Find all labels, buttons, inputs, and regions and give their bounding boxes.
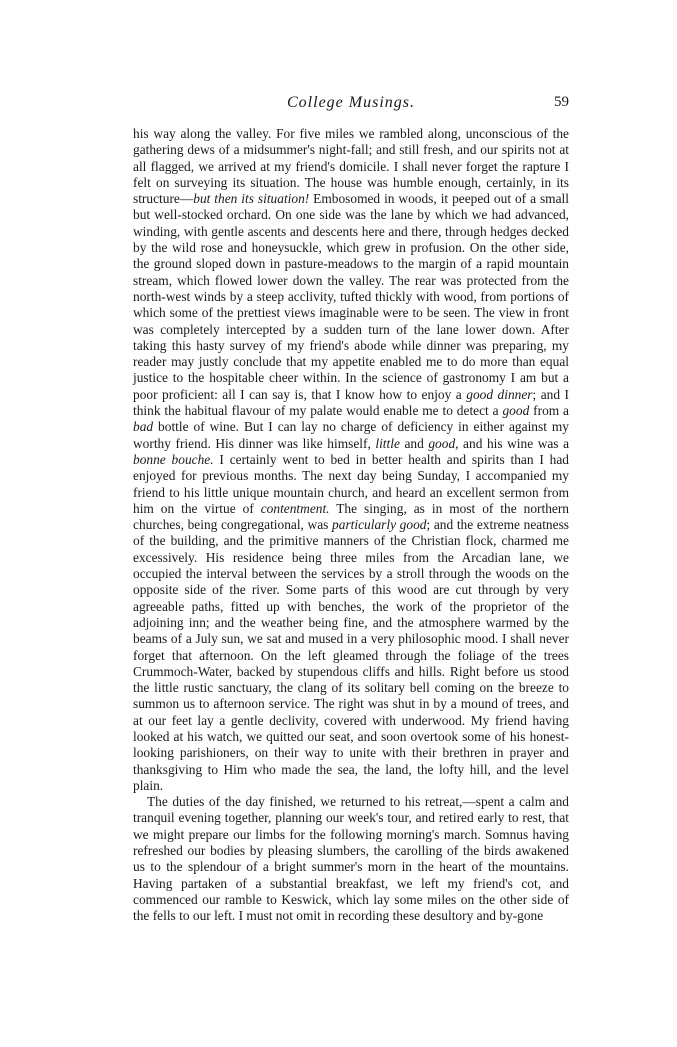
body-text [133,126,569,925]
text-run: from a [529,403,570,419]
running-title: College Musings. [287,94,415,111]
text-run: bottle of wine. But I can lay no charge of deficiency in either against my worthy friend. His dinner was like himself, [133,419,569,451]
text-run: The singing, as in most of the northern churches, being congregational, was [133,500,569,533]
text-run: and [399,435,429,451]
text-run: and his wine was a [458,435,570,451]
page-number: 59 [554,94,569,110]
text-run: I certainly went to bed in better health and spirits than I had enjoyed for previous months. The next day being Sunday, I accompanied my friend to his little unique mountain church, and heard an excellent sermon from him on the virtue of [133,451,569,516]
italic-run: bad [133,419,154,435]
italic-run: particularly good [332,517,427,533]
italic-run: contentment. [260,500,330,516]
text-run: Embosomed in woods, it peeped out of a small but well-stocked orchard. On one side was the lane by which we had advanced, winding, with gentle ascents and descents here and there, through hedges decked by the wild rose and honeysuckle, which grew in profusion. On the other side, the ground sloped down in pasture-meadows to the margin of a rapid mountain stream, which flowed lower down the valley. The rear was protected from the north-west winds by a steep acclivity, tufted thickly with wood, from portions of which some of the prettiest views imaginable were to be seen. The view in front was completely intercepted by a sudden turn of the lane lower down. After taking this hasty survey of my friend's abode while dinner was preparing, my reader may justly conclude that my appetite enabled me to do more than equal justice to the hospitable cheer within. In the science of gastronomy I am but a poor proficient: all I can say is, that I know how to enjoy a [133,191,569,402]
italic-run: little [375,435,400,451]
italic-run: but then its situation! [193,191,310,207]
italic-run: good [502,403,530,419]
italic-run: bonne bouche. [133,451,214,467]
text-run: his way along the valley. For five miles we rambled along, unconscious of the gathering dews of a midsummer's night-fall; and still fresh, and our spirits not at all flagged, we arrived at my friend's domicile. I shall never forget the rapture I felt on surveying its situation. The house was humble enough, certainly, in its structure— [133,126,569,207]
paragraph-1 [133,126,569,794]
paragraph-2: The duties of the day finished, we returned to his retreat,—spent a calm and tranquil evening together, planning our week's tour, and retired early to rest, that we might prepare our limbs for the following morning's march. Somnus having refreshed our bodies by pleasing slumbers, the carolling of the birds awakened us to the splendour of a bright summer's morn in the heart of the mountains. Having partaken of a substantial breakfast, we left my friend's cot, and commenced our ramble to Keswick, which lay some miles on the other side of the fells to our left. I must not omit in recording these desultory and by-gone [133,794,569,924]
italic-run: good, [428,435,459,451]
text-run: ; and I think the habitual flavour of my palate would enable me to detect a [133,386,569,419]
italic-run: good dinner [466,386,533,402]
text-run: ; and the extreme neatness of the building, and the primitive manners of the Christian flock, charmed me excessively. His residence being three miles from the Arcadian lane, we occupied the interval between the services by a stroll through the woods on the opposite side of the river. Some parts of this wood are cut through by very agreeable paths, fitted up with benches, the work of the proprietor of the adjoining inn; and the weather being fine, and the atmosphere warmed by the beams of a July sun, we sat and mused in a very philosophic mood. I shall never forget that afternoon. On the left gleamed through the foliage of the trees Crummoch-Water, backed by stupendous cliffs and hills. Right before us stood the little rustic sanctuary, the clang of its solitary bell coming on the breeze to summon us to afternoon service. The right was shut in by a mound of trees, and at our feet lay a gentle declivity, covered with underwood. My friend having looked at his watch, we quitted our seat, and soon overtook some of his honest-looking parishioners, on their way to unite with their brethren in prayer and thanksgiving to Him who made the sea, the land, the lofty hill, and the level plain. [133,517,569,793]
running-head [133,94,569,116]
